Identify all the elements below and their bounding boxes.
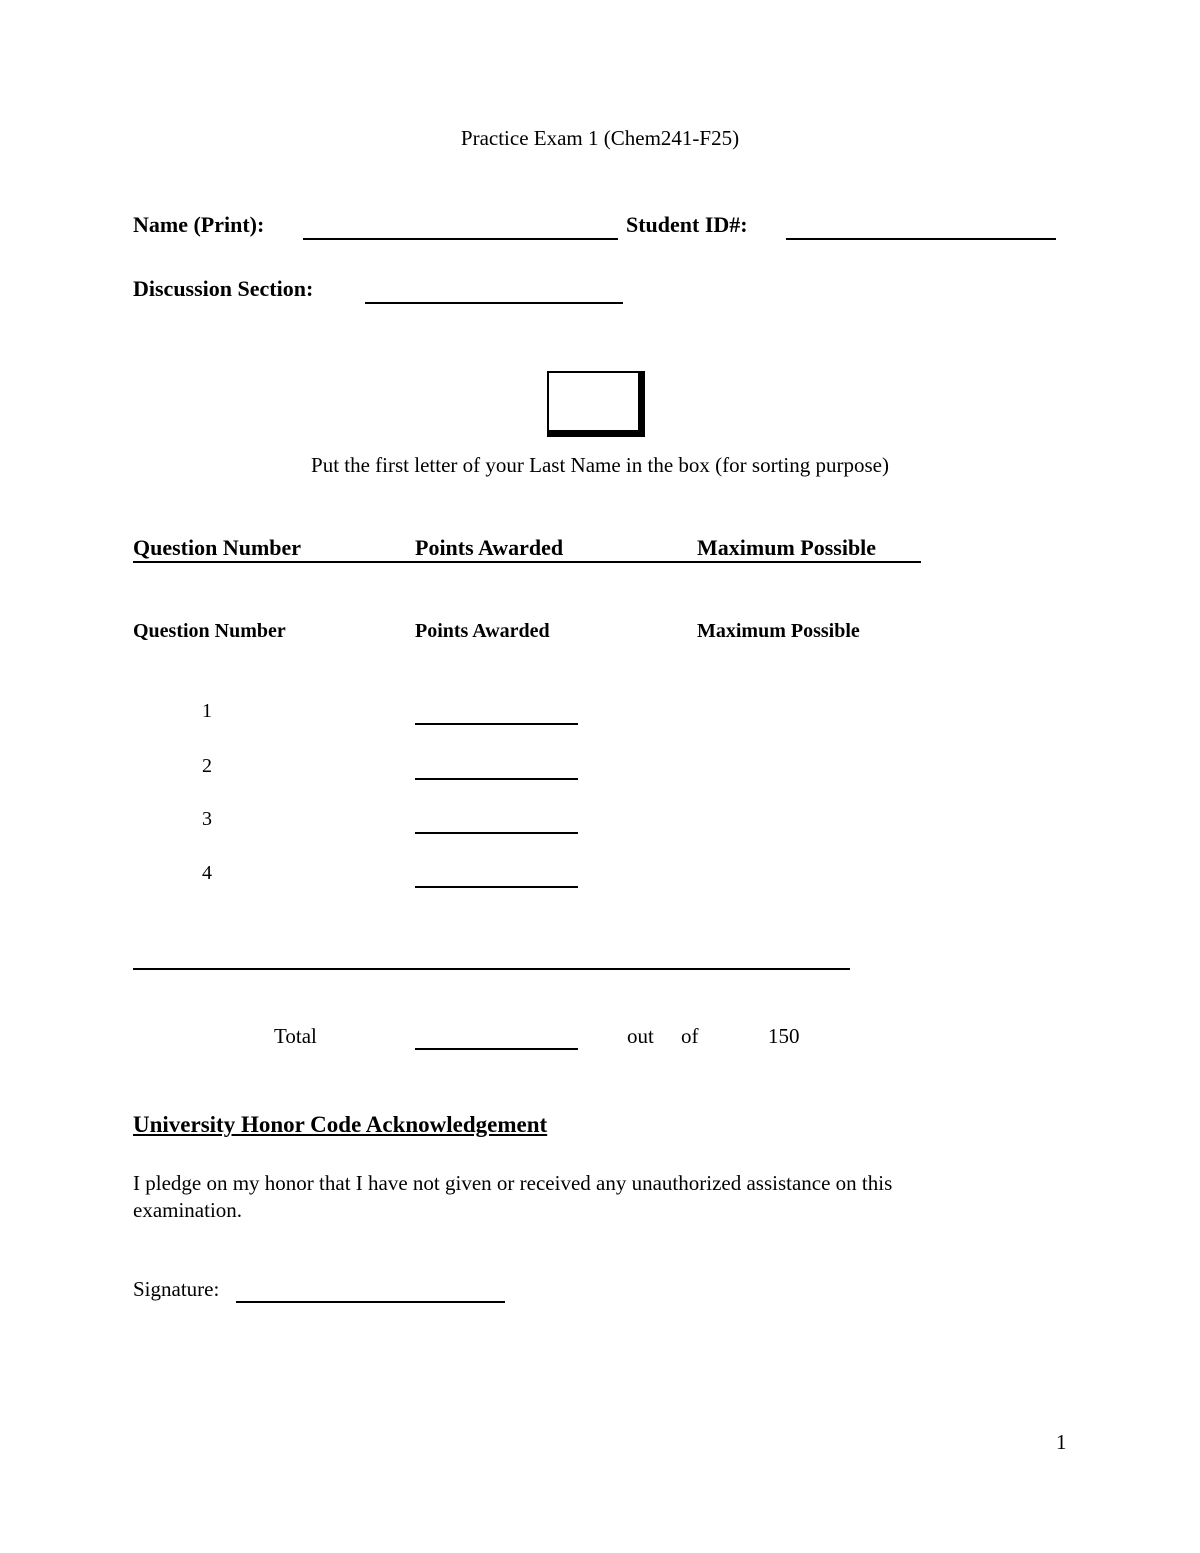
honor-pledge: I pledge on my honor that I have not given or received any unauthorized assistance on this examination.: [133, 1171, 893, 1222]
points-blank-2[interactable]: [415, 778, 578, 780]
subheader-question-number: Question Number: [133, 620, 286, 642]
question-number-2: 2: [202, 755, 212, 777]
signature-blank[interactable]: [236, 1301, 505, 1303]
discussion-section-label: Discussion Section:: [133, 276, 314, 301]
points-blank-1[interactable]: [415, 723, 578, 725]
discussion-section-blank[interactable]: [365, 302, 623, 304]
page-number: 1: [1056, 1430, 1067, 1454]
student-id-label: Student ID#:: [626, 212, 748, 237]
question-number-4: 4: [202, 862, 212, 884]
total-points-blank[interactable]: [415, 1048, 578, 1050]
header-question-number: Question Number: [133, 535, 302, 560]
page-title: Practice Exam 1 (Chem241-F25): [460, 126, 740, 150]
question-number-1: 1: [202, 700, 212, 722]
subheader-maximum-possible: Maximum Possible: [697, 620, 860, 642]
total-out: out: [627, 1024, 654, 1048]
student-id-blank[interactable]: [786, 238, 1056, 240]
subheader-points-awarded: Points Awarded: [415, 620, 550, 642]
header-maximum-possible: Maximum Possible: [697, 535, 877, 560]
honor-code-title: University Honor Code Acknowledgement: [133, 1112, 548, 1137]
points-blank-4[interactable]: [415, 886, 578, 888]
question-number-3: 3: [202, 808, 212, 830]
name-field-blank[interactable]: [303, 238, 618, 240]
header-points-awarded: Points Awarded: [415, 535, 564, 560]
letter-box-caption: Put the first letter of your Last Name in the box (for sorting purpose): [311, 453, 889, 477]
total-divider: [133, 968, 850, 970]
total-of: of: [681, 1024, 699, 1048]
total-max: 150: [768, 1024, 800, 1048]
last-name-letter-box[interactable]: [547, 371, 645, 437]
points-blank-3[interactable]: [415, 832, 578, 834]
signature-label: Signature:: [133, 1277, 220, 1301]
name-field-label: Name (Print):: [133, 212, 265, 237]
total-label: Total: [274, 1024, 317, 1048]
header-underline: [133, 561, 921, 563]
